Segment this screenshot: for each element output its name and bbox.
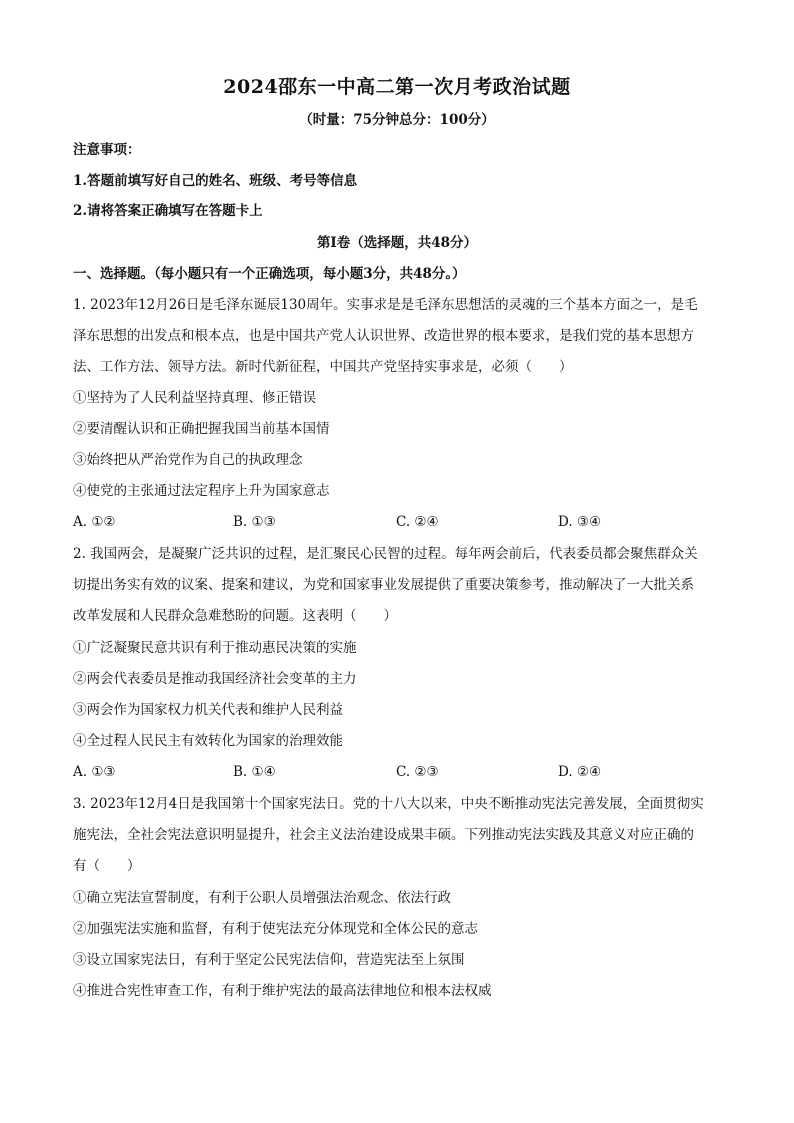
notice-heading: 注意事项：	[73, 142, 141, 158]
notice-item-2: 2.请将答案正确填写在答题卡上	[73, 203, 263, 219]
statement-2: ②加强宪法实施和监督，有利于使宪法充分体现党和全体公民的意志	[73, 921, 478, 937]
question-stem-line: 1. 2023年12月26日是毛泽东诞辰130周年。实事求是是毛泽东思想活的灵魂的三个基本方面之一，是毛	[73, 297, 698, 313]
question-stem-line: 2. 我国两会，是凝聚广泛共识的过程，是汇聚民心民智的过程。每年两会前后，代表委员都会聚焦群众关	[73, 546, 698, 562]
question-stem-line: 切提出务实有效的议案、提案和建议，为党和国家事业发展提供了重要决策参考，推动解决了一大批关系	[73, 577, 694, 593]
statement-3: ③设立国家宪法日，有利于坚定公民宪法信仰，营造宪法至上氛围	[73, 952, 465, 968]
choice-a: A. ①②	[73, 514, 116, 530]
statement-1: ①确立宪法宣誓制度，有利于公职人员增强法治观念、依法行政	[73, 890, 451, 906]
question-stem-line: 改革发展和人民群众急难愁盼的问题。这表明（ ）	[73, 608, 397, 624]
notice-item-1: 1.答题前填写好自己的姓名、班级、考号等信息	[73, 173, 358, 189]
choice-b: B. ①③	[233, 514, 276, 530]
statement-4: ④推进合宪性审查工作，有利于维护宪法的最高法律地位和根本法权威	[73, 983, 492, 999]
question-stem-line: 法、工作方法、领导方法。新时代新征程，中国共产党坚持实事求是，必须（ ）	[73, 359, 573, 375]
part-heading: 一、选择题。（每小题只有一个正确选项，每小题3分，共48分。）	[73, 266, 466, 282]
choice-a: A. ①③	[73, 764, 116, 780]
exam-subtitle: （时量：75分钟总分：100分）	[299, 112, 495, 128]
choice-c: C. ②④	[396, 514, 439, 530]
statement-4: ④使党的主张通过法定程序上升为国家意志	[73, 483, 330, 499]
statement-1: ①坚持为了人民利益坚持真理、修正错误	[73, 390, 316, 406]
choice-d: D. ②④	[558, 764, 602, 780]
exam-title: 2024邵东一中高二第一次月考政治试题	[223, 76, 571, 98]
statement-2: ②两会代表委员是推动我国经济社会变革的主力	[73, 671, 357, 687]
statement-3: ③始终把从严治党作为自己的执政理念	[73, 452, 303, 468]
volume-heading: 第I卷（选择题，共48分）	[316, 235, 478, 251]
statement-3: ③两会作为国家权力机关代表和维护人民利益	[73, 702, 343, 718]
question-stem-line: 有（ ）	[73, 858, 141, 874]
statement-4: ④全过程人民民主有效转化为国家的治理效能	[73, 733, 343, 749]
statement-1: ①广泛凝聚民意共识有利于推动惠民决策的实施	[73, 640, 357, 656]
choice-d: D. ③④	[558, 514, 602, 530]
question-stem-line: 泽东思想的出发点和根本点，也是中国共产党人认识世界、改造世界的根本要求，是我们党的基本思想方	[73, 328, 694, 344]
question-stem-line: 施宪法，全社会宪法意识明显提升，社会主义法治建设成果丰硕。下列推动宪法实践及其意义对应正确的	[73, 827, 694, 843]
question-stem-line: 3. 2023年12月4日是我国第十个国家宪法日。党的十八大以来，中央不断推动宪法完善发展，全面贯彻实	[73, 796, 704, 812]
choice-c: C. ②③	[396, 764, 439, 780]
choice-b: B. ①④	[233, 764, 276, 780]
statement-2: ②要清醒认识和正确把握我国当前基本国情	[73, 421, 330, 437]
